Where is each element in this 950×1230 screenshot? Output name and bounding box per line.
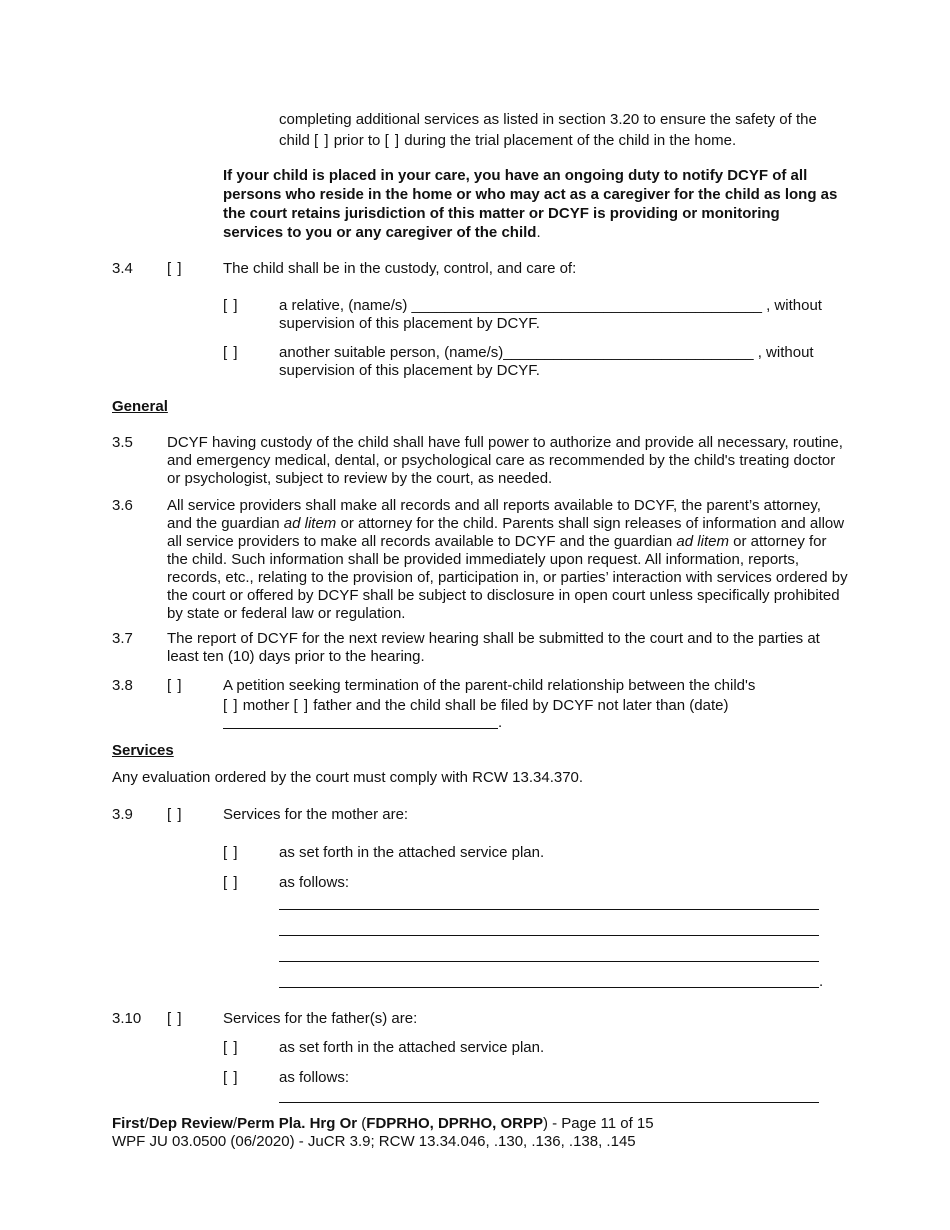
section-3-8-number: 3.8 [112, 677, 133, 694]
section-3-9-checkbox[interactable]: [ ] [167, 806, 183, 823]
section-3-10-checkbox[interactable]: [ ] [167, 1010, 183, 1027]
general-heading: General [112, 398, 168, 415]
ad-litem-1: ad litem [283, 515, 337, 532]
section-3-4-checkbox[interactable]: [ ] [167, 260, 183, 277]
mother-as-follows-text: as follows: [279, 874, 350, 891]
section-3-7-text: The report of DCYF for the next review hearing shall be submitted to the court and to the parties at least ten (10) days prior to the hearing. [167, 630, 820, 665]
continuation-pre: child [279, 132, 310, 149]
section-3-8-line-2 [223, 697, 728, 715]
mother-services-line-1[interactable] [279, 909, 819, 910]
section-3-8-line-1: A petition seeking termination of the parent-child relationship between the child's [223, 677, 756, 694]
section-3-4-number: 3.4 [112, 260, 133, 277]
footer-form-reference: WPF JU 03.0500 (06/2020) - JuCR 3.9; RCW 13.34.046, .130, .136, .138, .145 [112, 1133, 636, 1150]
mother-label: mother [242, 697, 290, 714]
footer-paren-open: ( [357, 1115, 367, 1132]
footer-dep-review: Dep Review [148, 1115, 233, 1132]
mother-service-plan-text: as set forth in the attached service plan. [279, 844, 545, 861]
during-trial-checkbox[interactable]: [ ] [384, 132, 401, 149]
father-checkbox[interactable]: [ ] [293, 697, 310, 714]
mother-services-line-3[interactable] [279, 961, 819, 962]
father-service-plan-text: as set forth in the attached service plan. [279, 1039, 545, 1056]
mother-checkbox[interactable]: [ ] [223, 697, 239, 714]
footer-sep-2: / [232, 1115, 238, 1132]
ad-litem-2: ad litem [676, 533, 729, 550]
section-3-6-number: 3.6 [112, 497, 133, 514]
suitable-person-line-1: another suitable person, (name/s)______________________________ , without [279, 344, 814, 361]
father-services-line-1[interactable] [279, 1102, 819, 1103]
suitable-person-option [279, 344, 839, 380]
section-3-9-text: Services for the mother are: [223, 806, 409, 823]
father-as-follows-checkbox[interactable]: [ ] [223, 1069, 239, 1086]
relative-checkbox[interactable]: [ ] [223, 297, 239, 314]
father-service-plan-checkbox[interactable]: [ ] [223, 1039, 239, 1056]
footer-sep-1: / [144, 1115, 149, 1132]
continuation-line-1: completing additional services as listed in section 3.20 to ensure the safety of the [279, 111, 817, 128]
section-3-5-text: DCYF having custody of the child shall have full power to authorize and provide all necessary, routine, and emergency medical, dental, or psychological care as recommended by the child's treating doctor or psychologist, subject to review by the court, as needed. [167, 434, 843, 487]
father-as-follows-text: as follows: [279, 1069, 350, 1086]
mother-services-period: . [819, 973, 824, 990]
section-3-5-number: 3.5 [112, 434, 133, 451]
caregiver-notice-bold: If your child is placed in your care, you have an ongoing duty to notify DCYF of all persons who reside in the home or who may act as a caregiver for the child as long as the court retains jurisdiction of this matter or DCYF is providing or monitoring services to you or any caregiver of the child [223, 167, 838, 241]
mother-as-follows-checkbox[interactable]: [ ] [223, 874, 239, 891]
mother-services-line-4[interactable] [279, 987, 819, 988]
continuation-paragraph [279, 111, 859, 150]
services-evaluation-note: Any evaluation ordered by the court must comply with RCW 13.34.370. [112, 769, 584, 786]
section-3-9-number: 3.9 [112, 806, 133, 823]
continuation-mid: prior to [333, 132, 381, 149]
footer-first: First [112, 1115, 145, 1132]
footer-form-codes: FDPRHO, DPRHO, ORPP [366, 1115, 543, 1132]
section-3-8-checkbox[interactable]: [ ] [167, 677, 183, 694]
mother-services-line-2[interactable] [279, 935, 819, 936]
section-3-6-part-c: or attorney for the child. Such information shall be provided immediately upon request. All information, reports, records, etc., relating to the provision of, participation in, or parties’ interaction with services ordered by the court or offered by DCYF shall be subject to disclosure in open court unless specifically prohibited by state or federal law or regulation. [167, 533, 848, 622]
suitable-person-checkbox[interactable]: [ ] [223, 344, 239, 361]
caregiver-notice [223, 166, 843, 242]
father-label: father and the child shall be filed by DCYF not later than (date) [313, 697, 729, 714]
footer-title [112, 1115, 654, 1133]
suitable-person-line-2: supervision of this placement by DCYF. [279, 362, 540, 379]
continuation-post: during the trial placement of the child in the home. [404, 132, 737, 149]
section-3-4-text: The child shall be in the custody, control, and care of: [223, 260, 577, 277]
prior-to-checkbox[interactable]: [ ] [314, 132, 330, 149]
continuation-line-2 [279, 132, 859, 150]
relative-option-line-2: supervision of this placement by DCYF. [279, 315, 540, 332]
section-3-10-text: Services for the father(s) are: [223, 1010, 418, 1027]
petition-date-period: . [498, 714, 503, 731]
section-3-7-number: 3.7 [112, 630, 133, 647]
mother-service-plan-checkbox[interactable]: [ ] [223, 844, 239, 861]
relative-option-line-1: a relative, (name/s) __________________________________________ , without [279, 297, 822, 314]
footer-page-number: ) - Page 11 of 15 [542, 1115, 654, 1132]
footer-perm-pla: Perm Pla. Hrg Or [237, 1115, 358, 1132]
section-3-6-part-a: All service providers shall make all records and all reports available to DCYF, the parent’s attorney, and the guardian [167, 497, 821, 532]
petition-date-line[interactable] [223, 728, 498, 729]
section-3-10-number: 3.10 [112, 1010, 142, 1027]
section-3-6-text [167, 497, 849, 623]
caregiver-notice-end: . [536, 224, 541, 241]
services-heading: Services [112, 742, 174, 759]
relative-option [279, 297, 839, 333]
section-3-6-part-b: or attorney for the child. Parents shall sign releases of information and allow all service providers to make all records available to DCYF and the guardian [167, 515, 845, 550]
